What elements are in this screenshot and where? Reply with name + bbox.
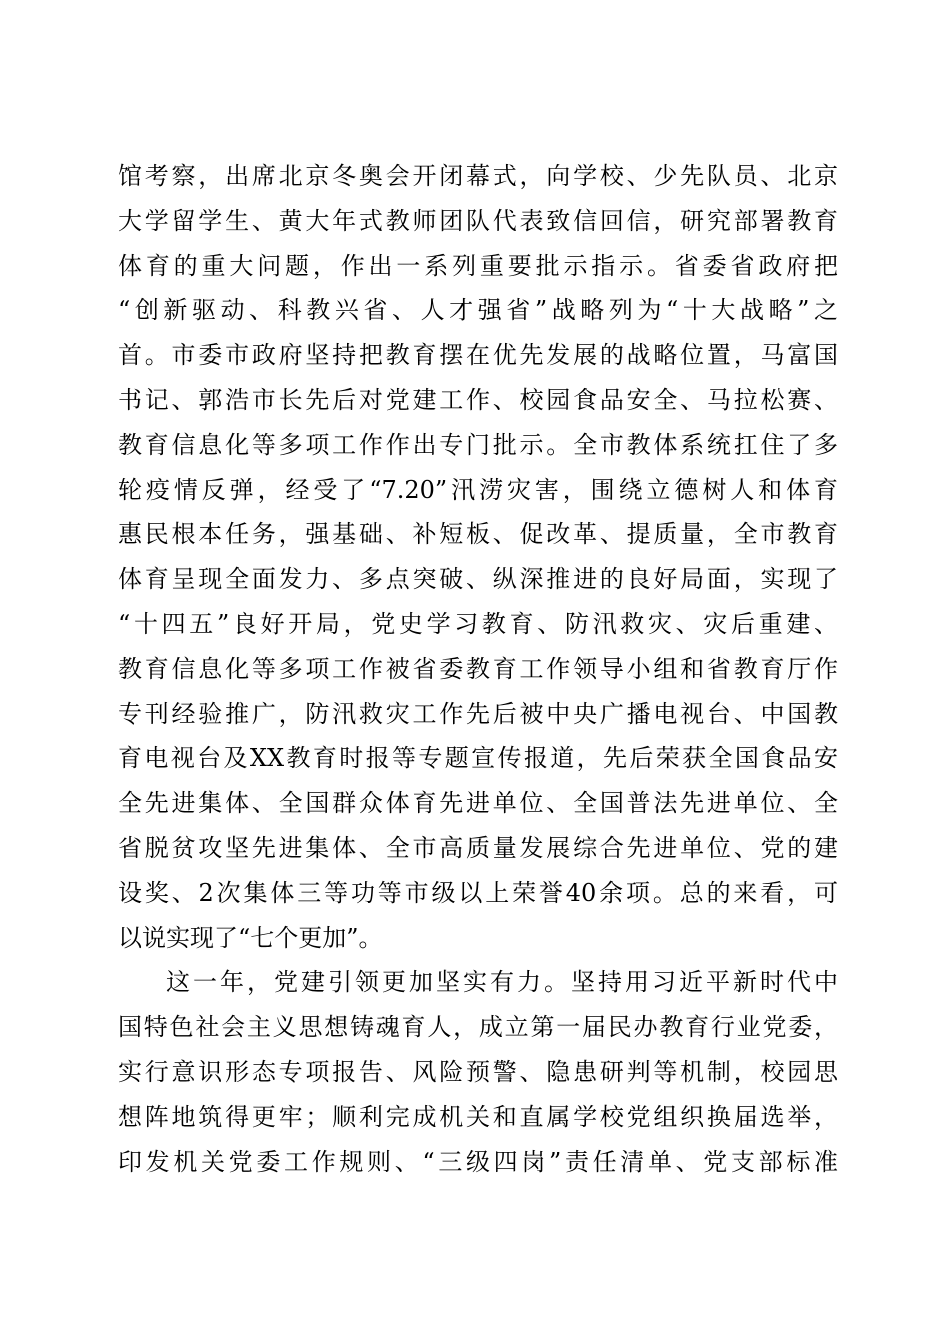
text-line: “创新驱动、科教兴省、人才强省”战略列为“十大战略”之 — [118, 296, 838, 325]
text-line: 体育的重大问题，作出一系列重要批示指示。省委省政府把 — [118, 251, 838, 280]
text-line: 惠民根本任务，强基础、补短板、促改革、提质量，全市教育 — [118, 520, 838, 549]
text-line: 馆考察，出席北京冬奥会开闭幕式，向学校、少先队员、北京 — [118, 162, 838, 190]
text-line: “十四五”良好开局，党史学习教育、防汛救灾、灾后重建、 — [118, 609, 838, 638]
text-line: 首。市委市政府坚持把教育摆在优先发展的战略位置，马富国 — [118, 341, 838, 370]
text-line: 想阵地筑得更牢；顺利完成机关和直属学校党组织换届选举， — [118, 1102, 838, 1131]
text-line: 印发机关党委工作规则、“三级四岗”责任清单、党支部标准 — [118, 1147, 838, 1176]
text-line: 省脱贫攻坚先进集体、全市高质量发展综合先进单位、党的建 — [118, 833, 838, 862]
paragraph-1 — [118, 154, 838, 960]
text-line: 轮疫情反弹，经受了“7.20”汛涝灾害，围绕立德树人和体育 — [118, 475, 838, 504]
text-line: 以说实现了“七个更加”。 — [118, 923, 383, 952]
text-line: 全先进集体、全国群众体育先进单位、全国普法先进单位、全 — [118, 789, 838, 818]
text-line: 实行意识形态专项报告、风险预警、隐患研判等机制，校园思 — [118, 1057, 838, 1086]
text-line: 育电视台及XX教育时报等专题宣传报道，先后荣获全国食品安 — [118, 744, 838, 773]
paragraph-2 — [118, 960, 838, 1184]
text-line: 体育呈现全面发力、多点突破、纵深推进的良好局面，实现了 — [118, 565, 838, 594]
text-line: 大学留学生、黄大年式教师团队代表致信回信，研究部署教育 — [118, 206, 838, 235]
text-line: 这一年，党建引领更加坚实有力。坚持用习近平新时代中 — [166, 968, 838, 997]
text-line: 国特色社会主义思想铸魂育人，成立第一届民办教育行业党委， — [118, 1013, 838, 1042]
body-text — [118, 154, 838, 1184]
text-line: 设奖、2次集体三等功等市级以上荣誉40余项。总的来看，可 — [118, 878, 838, 907]
text-line: 教育信息化等多项工作被省委教育工作领导小组和省教育厅作 — [118, 654, 838, 683]
text-line: 书记、郭浩市长先后对党建工作、校园食品安全、马拉松赛、 — [118, 385, 838, 414]
text-line: 专刊经验推广，防汛救灾工作先后被中央广播电视台、中国教 — [118, 699, 838, 728]
text-line: 教育信息化等多项工作作出专门批示。全市教体系统扛住了多 — [118, 430, 838, 459]
